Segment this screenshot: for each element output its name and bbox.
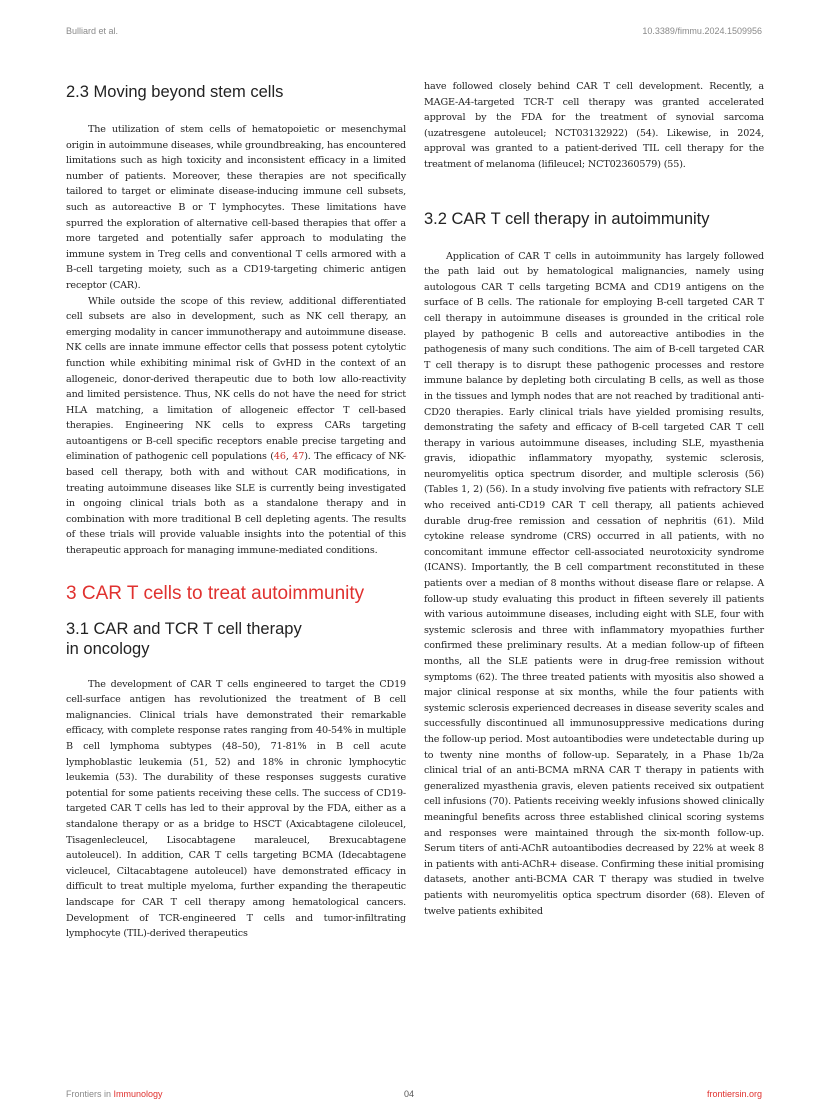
left-column [66, 82, 406, 942]
citation-link[interactable]: 46 [273, 451, 286, 463]
running-header-doi: 10.3389/fimmu.2024.1509956 [642, 26, 762, 36]
section-3-1-title: 3.1 CAR and TCR T cell therapy in oncology [66, 619, 302, 658]
section-3-2-paragraph-1: Application of CAR T cells in autoimmunity has largely followed the path laid out by hematological malignancies, namely using autologous CAR T cells targeting BCMA and CD19 antigens on the surface of B cells. The rationale for employing B-cell targeted CAR T cell therapy in autoimmune diseases is grounded in the critical role played by pathogenic B cells and autoreactive antibodies in the pathogenesis of many such conditions. The aim of B-cell targeted CAR T cell therapy is to disrupt these pathogenic processes and restore immune balance by depleting both circulating B cells, as well as those in the tissues and lymph nodes that are not reached by traditional anti-CD20 therapies. Early clinical trials have yielded promising results, demonstrating the safety and efficacy of B-cell targeted CAR T cell therapy in various autoimmune diseases, including SLE, myasthenia gravis, idiopathic inflammatory myopathy, systemic sclerosis, neuromyelitis optica spectrum disorder, and multiple sclerosis (56) (Tables 1, 2) (56). In a study involving five patients with refractory SLE who received anti-CD19 CAR T cell therapy, all patients achieved durable drug-free remission and cessation of nephritis (61). Mild cytokine release syndrome (CRS) occurred in all patients, with no concomitant immune effector cell-associated neurotoxicity syndrome (ICANS). Importantly, the B cell compartment reconstituted in these patients over a median of 8 months without disease flare or relapse. A follow-up study evaluating this product in fifteen severely ill patients with various autoimmune diseases, including eight with SLE, four with systemic sclerosis and three with inflammatory myopathies further confirmed these preliminary results. At a median follow-up of fifteen months, all the SLE patients were in drug-free remission without symptoms (62). The three treated patients with myositis also showed a major clinical response at six months, while the four patients with systemic sclerosis experienced decreases in disease severity scales and successfully discontinued all immunosuppressive medications during the follow-up period. Most autoantibodies were undetectable during up to twenty nine months of follow-up. Separately, in a Phase 1b/2a clinical trial of an anti-BCMA mRNA CAR T therapy in patients with generalized myasthenia gravis, eleven patients received six outpatient cell infusions (70). Patients receiving weekly infusions showed clinically meaningful benefits across three established clinical scoring systems and responses were maintained through the six-month follow-up. Serum titers of anti-AChR autoantibodies decreased by 22% at week 8 in patients with anti-AChR+ disease. Confirming these initial promising datasets, another anti-BCMA CAR T therapy was studied in twelve patients with neuromyelitis optica spectrum disorder (68). Eleven of twelve patients exhibited [424, 250, 764, 917]
section-3-1-paragraph-1: The development of CAR T cells engineered to target the CD19 cell-surface antigen has revolutionized the treatment of B cell malignancies. Clinical trials have demonstrated their remarkable efficacy, with complete response rates ranging from 40-54% in multiple B cell lymphoma subtypes (48–50), 71-81% in B cell acute lymphoblastic leukemia (51, 52) and 18% in chronic lymphocytic leukemia (53). The durability of these responses suggests curative potential for some patients receiving these cells. The success of CD19-targeted CAR T cells has led to their approval by the FDA, either as a standalone therapy or as a bridge to HSCT (Axicabtagene ciloleucel, Tisagenlecleucel, Lisocabtagene maraleucel, Brexucabtagene autoleucel). In addition, CAR T cells targeting BCMA (Idecabtagene vicleucel, Ciltacabtagene autoleucel) have demonstrated efficacy in difficult to treat multiple myeloma, further expanding the therapeutic landscape for CAR T cell therapy among hematological cancers. Development of TCR-engineered T cells and tumor-infiltrating lymphocyte (TIL)-derived therapeutics [66, 678, 406, 940]
section-2-3-title: 2.3 Moving beyond stem cells [66, 83, 284, 101]
footer-journal: Frontiers in Immunology [66, 1089, 163, 1099]
section-3-2-title: 3.2 CAR T cell therapy in autoimmunity [424, 209, 710, 228]
citation-link[interactable]: 47 [292, 451, 305, 463]
page-number: 04 [404, 1089, 415, 1099]
right-column [424, 81, 764, 919]
continued-paragraph: have followed closely behind CAR T cell development. Recently, a MAGE-A4-targeted TCR-T cell therapy was granted accelerated approval by the FDA for the treatment of synovial sarcoma (uzatresgene autoleucel; NCT03132922) (54). Likewise, in 2024, approval was granted to a patient-derived TIL cell therapy for the treatment of melanoma (lifileucel; NCT02360579) (55). [424, 81, 764, 170]
section-3-title: 3 CAR T cells to treat autoimmunity [66, 582, 365, 604]
running-header-authors: Bulliard et al. [66, 26, 119, 36]
section-2-3-paragraph-1: The utilization of stem cells of hematopoietic or mesenchymal origin in autoimmune diseases, while groundbreaking, has encountered limitations such as high toxicity and inconsistent efficacy in a limited number of patients. Moreover, these therapies are not specifically tailored to target or eliminate disease-inducing immune cell subsets, such as autoreactive B or T lymphocytes. These limitations have spurred the exploration of alternative cell-based therapies that offer a more targeted and potentially safer approach to modulating the immune system in Treg cells and conventional T cells armored with a B-cell targeting moiety, such as a CD19-targeting chimeric antigen receptor (CAR). [66, 124, 406, 291]
section-2-3-paragraph-2: While outside the scope of this review, additional differentiated cell subsets are also in development, such as NK cell therapy, an emerging modality in cancer immunotherapy and autoimmune disease. NK cells are innate immune effector cells that possess potent cytolytic function while exhibiting minimal risk of GvHD in the context of an allogeneic, donor-derived therapeutic due to both low allo-reactivity and limited persistence. Thus, NK cells do not have the need for strict HLA matching, a limitation of allogeneic effector T cell-based therapies. Engineering NK cells to express CARs targeting autoantigens or B-cell specific receptors enable precise targeting and elimination of pathogenic cell populations (46, 47). The efficacy of NK-based cell therapy, both with and without CAR modifications, in treating autoimmune diseases like SLE is currently being investigated in ongoing clinical trials both as a standalone therapy and in combination with more traditional B cell depleting agents. The results of these trials will provide valuable insights into the potential of this therapeutic approach for managing immune-mediated conditions. [66, 295, 406, 557]
footer-site-link[interactable]: frontiersin.org [706, 1089, 762, 1099]
